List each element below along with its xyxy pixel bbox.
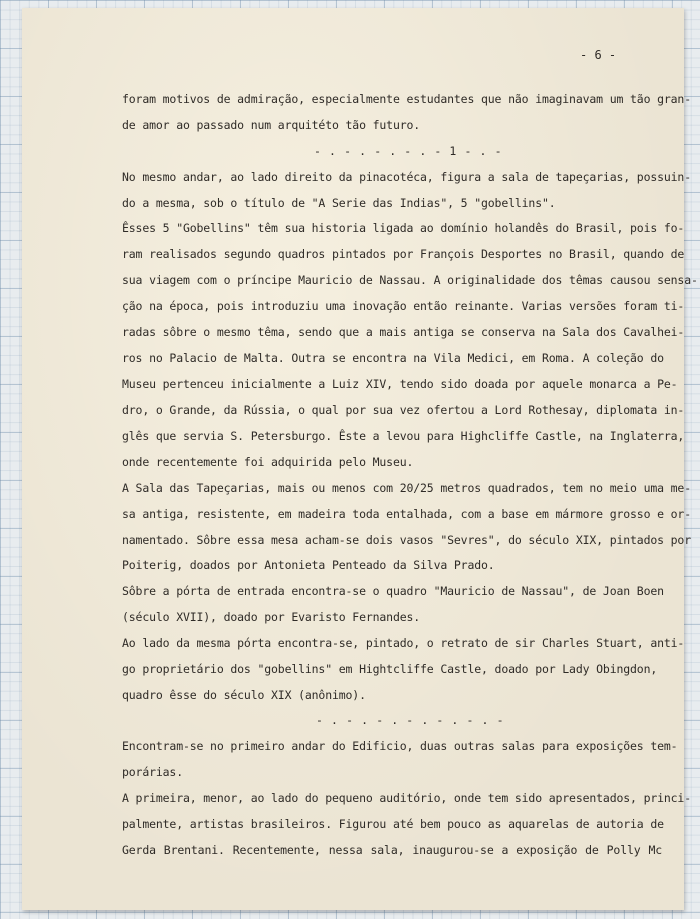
text-line: Êsses 5 "Gobellins" têm sua historia ligada ao domínio holandês do Brasil, pois fo- <box>122 221 685 235</box>
text-line: Museu pertenceu inicialmente a Luiz XIV, tendo sido doada por aquele monarca a Pe- <box>122 377 678 391</box>
text-line: glês que servia S. Petersburgo. Êste a levou para Highcliffe Castle, na Inglaterra, <box>122 429 685 443</box>
text-line: ram realisados segundo quadros pintados por François Desportes no Brasil, quando de <box>122 247 685 261</box>
text-line: (século XVII), doado por Evaristo Fernandes. <box>122 610 421 624</box>
section-divider: - . - . - . - . - . - . - <box>316 713 505 727</box>
text-line: ros no Palacio de Malta. Outra se encontra na Vila Medici, em Roma. A coleção do <box>122 351 664 365</box>
text-line: sua viagem com o príncipe Mauricio de Nassau. A originalidade dos têmas causou sensa- <box>122 273 698 287</box>
text-line: Poiterig, doados por Antonieta Penteado da Silva Prado. <box>122 558 495 572</box>
text-line: Ao lado da mesma pórta encontra-se, pintado, o retrato de sir Charles Stuart, anti- <box>122 636 685 650</box>
page-number: - 6 - <box>580 48 617 62</box>
text-line: Encontram-se no primeiro andar do Edificio, duas outras salas para exposições tem- <box>122 739 678 753</box>
text-line: dro, o Grande, da Rússia, o qual por sua vez ofertou a Lord Rothesay, diplomata in- <box>122 403 685 417</box>
text-line: ção na época, pois introduziu uma inovação então reinante. Varias versões foram ti- <box>122 299 685 313</box>
text-line: Gerda Brentani. Recentemente, nessa sala, inaugurou-se a exposição de Polly Mc <box>122 843 662 857</box>
text-line: Sôbre a pórta de entrada encontra-se o quadro "Mauricio de Nassau", de Joan Boen <box>122 584 664 598</box>
text-line: quadro êsse do século XIX (anônimo). <box>122 688 366 702</box>
text-line: A primeira, menor, ao lado do pequeno auditório, onde tem sido apresentados, princi- <box>122 791 691 805</box>
text-line: A Sala das Tapeçarias, mais ou menos com 20/25 metros quadrados, tem no meio uma me- <box>122 481 691 495</box>
text-line: de amor ao passado num arquitéto tão futuro. <box>122 118 421 132</box>
text-line: No mesmo andar, ao lado direito da pinacotéca, figura a sala de tapeçarias, possuin- <box>122 170 691 184</box>
text-line: palmente, artistas brasileiros. Figurou até bem pouco as aquarelas de autoria de <box>122 817 664 831</box>
text-line: radas sôbre o mesmo têma, sendo que a mais antiga se conserva na Sala dos Cavalhei- <box>122 325 685 339</box>
text-line: sa antiga, resistente, em madeira toda entalhada, com a base em mármore grosso e or- <box>122 507 691 521</box>
section-divider: - . - . - . - . - 1 - . - <box>314 144 503 158</box>
text-line: go proprietário dos "gobellins" em Hightcliffe Castle, doado por Lady Obingdon, <box>122 662 658 676</box>
text-line: namentado. Sôbre essa mesa acham-se dois vasos "Sevres", do século XIX, pintados por <box>122 533 691 547</box>
text-line: foram motivos de admiração, especialmente estudantes que não imaginavam um tão gran- <box>122 92 691 106</box>
text-line: onde recentemente foi adquirida pelo Museu. <box>122 455 414 469</box>
text-line: porárias. <box>122 765 183 779</box>
text-line: do a mesma, sob o título de "A Serie das Indias", 5 "gobellins". <box>122 196 556 210</box>
